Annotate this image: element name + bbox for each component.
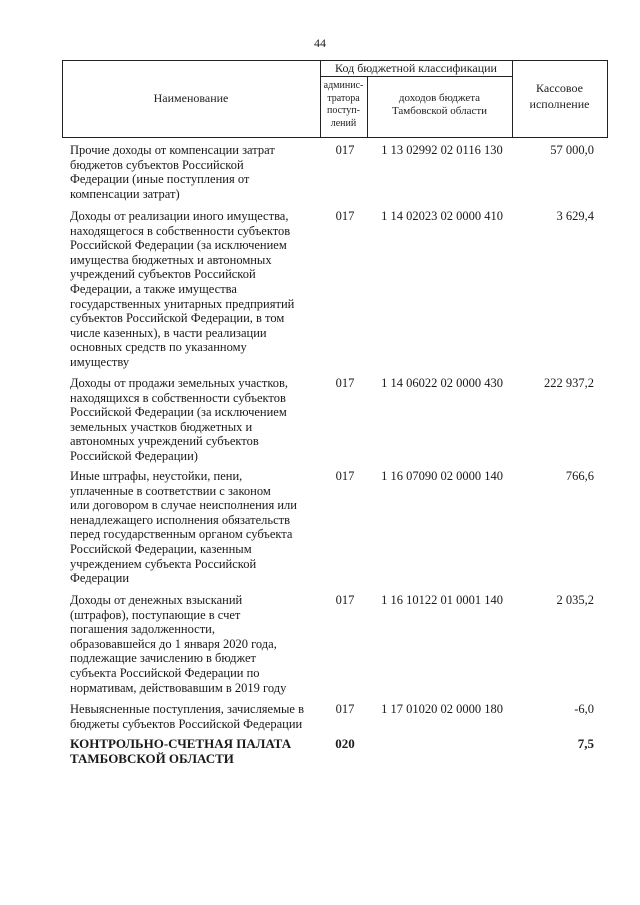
row-name-line: Федерации [70, 571, 130, 586]
row-name-line: Российской Федерации, казенным [70, 541, 252, 556]
row-name-line: имущества бюджетных и автономных [70, 252, 272, 267]
row-name [70, 702, 325, 731]
row-name-line: субъектов Российской Федерации, в том [70, 311, 285, 326]
header-admin-line: поступ- [327, 105, 360, 116]
row-name-line: Российской Федерации (за исключением [70, 405, 287, 420]
header-admin [320, 80, 367, 130]
row-budget-code: 1 16 10122 01 0001 140 [381, 593, 503, 607]
row-name-line: бюджетов субъектов Российской [70, 157, 244, 172]
row-name-line: КОНТРОЛЬНО-СЧЕТНАЯ ПАЛАТА [70, 736, 292, 751]
row-name-line: погашения задолженности, [70, 622, 215, 637]
row-name [70, 593, 325, 695]
row-name-line: Доходы от денежных взысканий [70, 593, 243, 607]
row-name-line: автономных учреждений субъектов [70, 434, 259, 449]
row-name-line: Невыясненные поступления, зачисляемые в [70, 702, 304, 716]
header-income-line: Тамбовской области [391, 105, 488, 117]
header-income-line: доходов бюджета [398, 92, 481, 104]
row-admin-code: 017 [335, 469, 355, 483]
row-name [70, 469, 325, 586]
row-admin-code: 017 [335, 209, 355, 223]
row-name [70, 376, 325, 464]
row-name-line: (штрафов), поступающие в счет [70, 607, 241, 622]
row-name [70, 737, 325, 766]
row-amount: 2 035,2 [556, 593, 594, 607]
row-name-line: Доходы от продажи земельных участков, [70, 376, 289, 390]
row-admin-code: 017 [335, 593, 355, 607]
header-amount [512, 80, 607, 112]
table-header [62, 60, 608, 138]
row-name-line: учреждений субъектов Российской [70, 267, 256, 282]
header-income [367, 92, 512, 118]
row-name-line: числе казенных), в части реализации [70, 325, 267, 340]
header-admin-line: лений [330, 117, 357, 129]
row-name [70, 209, 325, 370]
row-budget-code: 1 13 02992 02 0116 130 [381, 143, 503, 157]
row-budget-code: 1 14 02023 02 0000 410 [381, 209, 503, 223]
row-name-line: Российской Федерации (за исключением [70, 238, 287, 253]
row-name-line: подлежащие зачислению в бюджет [70, 651, 256, 666]
row-name-line: бюджеты субъектов Российской Федерации [70, 716, 303, 731]
row-admin-code: 017 [335, 702, 355, 716]
row-budget-code: 1 14 06022 02 0000 430 [381, 376, 503, 390]
row-name-line: Федерации (иные поступления от [70, 172, 250, 187]
row-name-line: Прочие доходы от компенсации затрат [70, 143, 275, 157]
header-admin-line: тратора [327, 92, 360, 104]
row-name-line: учреждением субъекта Российской [70, 556, 257, 571]
row-amount: 766,6 [565, 469, 594, 483]
row-name-line: Российской Федерации) [70, 448, 198, 463]
row-name-line: образовавшейся до 1 января 2020 года, [70, 636, 277, 651]
row-name [70, 143, 325, 201]
header-admin-line: админис- [323, 80, 364, 91]
row-name-line: Федерации, а также имущества [70, 281, 237, 296]
row-name-line: государственных унитарных предприятий [70, 296, 295, 311]
row-admin-code: 017 [335, 376, 355, 390]
page-number: 44 [314, 36, 326, 50]
row-name-line: субъекта Российской Федерации по [70, 665, 260, 680]
row-admin-code: 020 [335, 736, 355, 751]
row-name-line: компенсации затрат) [70, 186, 180, 201]
row-budget-code: 1 17 01020 02 0000 180 [381, 702, 503, 716]
row-amount: 3 629,4 [556, 209, 594, 223]
row-name-line: перед государственным органом субъекта [70, 527, 293, 542]
header-amount-line: Кассовое [536, 81, 583, 95]
row-name-line: ненадлежащего исполнения обязательств [70, 512, 290, 527]
row-name-line: Доходы от реализации иного имущества, [70, 209, 289, 223]
header-name: Наименование [153, 91, 229, 105]
row-name-line: имуществу [70, 354, 130, 369]
row-name-line: уплаченные в соответствии с законом [70, 483, 271, 498]
row-name-line: или договором в случае неисполнения или [70, 498, 297, 513]
row-amount: 7,5 [577, 736, 594, 751]
row-name-line: Иные штрафы, неустойки, пени, [70, 469, 243, 483]
row-amount: -6,0 [574, 702, 594, 716]
row-admin-code: 017 [335, 143, 355, 157]
row-amount: 222 937,2 [544, 376, 594, 390]
row-name-line: находящегося в собственности субъектов [70, 223, 291, 238]
row-budget-code: 1 16 07090 02 0000 140 [381, 469, 503, 483]
row-amount: 57 000,0 [550, 143, 594, 157]
row-name-line: находящихся в собственности субъектов [70, 390, 286, 405]
row-name-line: нормативам, действовавшим в 2019 году [70, 680, 287, 695]
header-classification: Код бюджетной классификации [335, 61, 497, 75]
header-amount-line: исполнение [529, 97, 590, 111]
row-name-line: основных средств по указанному [70, 340, 247, 355]
row-name-line: ТАМБОВСКОЙ ОБЛАСТИ [70, 750, 234, 766]
row-name-line: земельных участков бюджетных и [70, 419, 253, 434]
